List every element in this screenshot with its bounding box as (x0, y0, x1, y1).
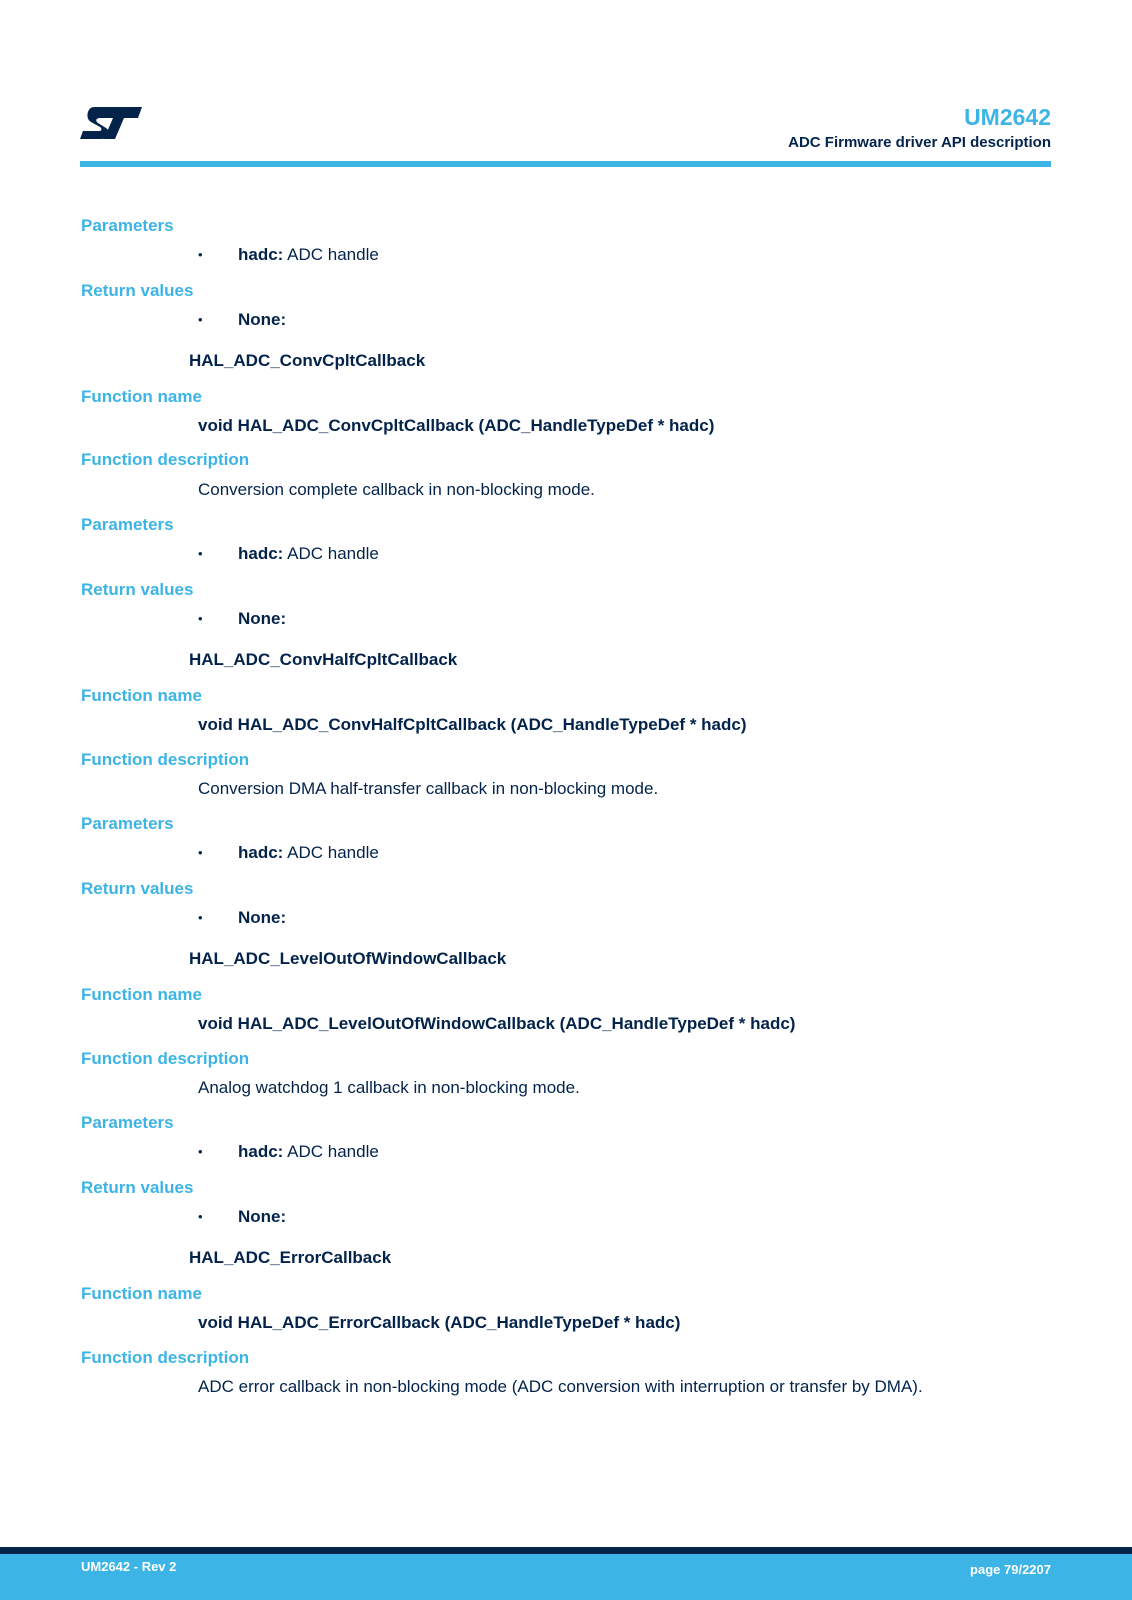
return-value: None: (238, 310, 287, 329)
parameters-label: Parameters (81, 515, 174, 534)
param-name: hadc: (238, 245, 284, 264)
bullet: • (198, 845, 203, 860)
footer-rule (0, 1547, 1132, 1554)
parameters-label: Parameters (81, 1113, 174, 1132)
bullet: • (198, 910, 203, 925)
function-description-label: Function description (81, 1348, 250, 1367)
doc-id: UM2642 (964, 104, 1051, 130)
param-desc: ADC handle (283, 245, 379, 264)
parameters-label: Parameters (81, 814, 174, 833)
param-name: hadc: (238, 544, 284, 563)
function-title: HAL_ADC_LevelOutOfWindowCallback (189, 949, 507, 968)
param-name: hadc: (238, 1142, 284, 1161)
bullet: • (198, 1144, 203, 1159)
function-signature: void HAL_ADC_ConvCpltCallback (ADC_HandleTypeDef * hadc) (198, 416, 715, 435)
function-description: Conversion DMA half-transfer callback in non-blocking mode. (198, 779, 659, 798)
param-desc: ADC handle (283, 843, 379, 862)
return-value: None: (238, 1207, 287, 1226)
function-name-label: Function name (81, 686, 202, 705)
bullet: • (198, 312, 203, 327)
return-value: None: (238, 908, 287, 927)
param-desc: ADC handle (283, 544, 379, 563)
bullet: • (198, 1209, 203, 1224)
doc-subtitle: ADC Firmware driver API description (788, 134, 1051, 151)
function-description: Analog watchdog 1 callback in non-blocking mode. (198, 1078, 580, 1097)
function-description-label: Function description (81, 750, 250, 769)
param-name: hadc: (238, 843, 284, 862)
function-name-label: Function name (81, 387, 202, 406)
function-signature: void HAL_ADC_ErrorCallback (ADC_HandleTypeDef * hadc) (198, 1313, 681, 1332)
return-values-label: Return values (81, 879, 194, 898)
function-description-label: Function description (81, 450, 250, 469)
bullet: • (198, 247, 203, 262)
bullet: • (198, 546, 203, 561)
return-value: None: (238, 609, 287, 628)
doc-revision: UM2642 - Rev 2 (81, 1559, 177, 1574)
param-desc: ADC handle (283, 1142, 379, 1161)
function-signature: void HAL_ADC_ConvHalfCpltCallback (ADC_HandleTypeDef * hadc) (198, 715, 747, 734)
page-number: page 79/2207 (970, 1562, 1051, 1577)
bullet: • (198, 611, 203, 626)
return-values-label: Return values (81, 580, 194, 599)
function-name-label: Function name (81, 985, 202, 1004)
return-values-label: Return values (81, 1178, 194, 1197)
function-description: Conversion complete callback in non-blocking mode. (198, 480, 595, 499)
function-signature: void HAL_ADC_LevelOutOfWindowCallback (ADC_HandleTypeDef * hadc) (198, 1014, 796, 1033)
function-title: HAL_ADC_ConvCpltCallback (189, 351, 426, 370)
parameters-label: Parameters (81, 216, 174, 235)
function-description-label: Function description (81, 1049, 250, 1068)
function-title: HAL_ADC_ErrorCallback (189, 1248, 392, 1267)
return-values-label: Return values (81, 281, 194, 300)
function-name-label: Function name (81, 1284, 202, 1303)
function-description: ADC error callback in non-blocking mode (ADC conversion with interruption or transfer by DMA). (198, 1377, 923, 1396)
function-title: HAL_ADC_ConvHalfCpltCallback (189, 650, 458, 669)
